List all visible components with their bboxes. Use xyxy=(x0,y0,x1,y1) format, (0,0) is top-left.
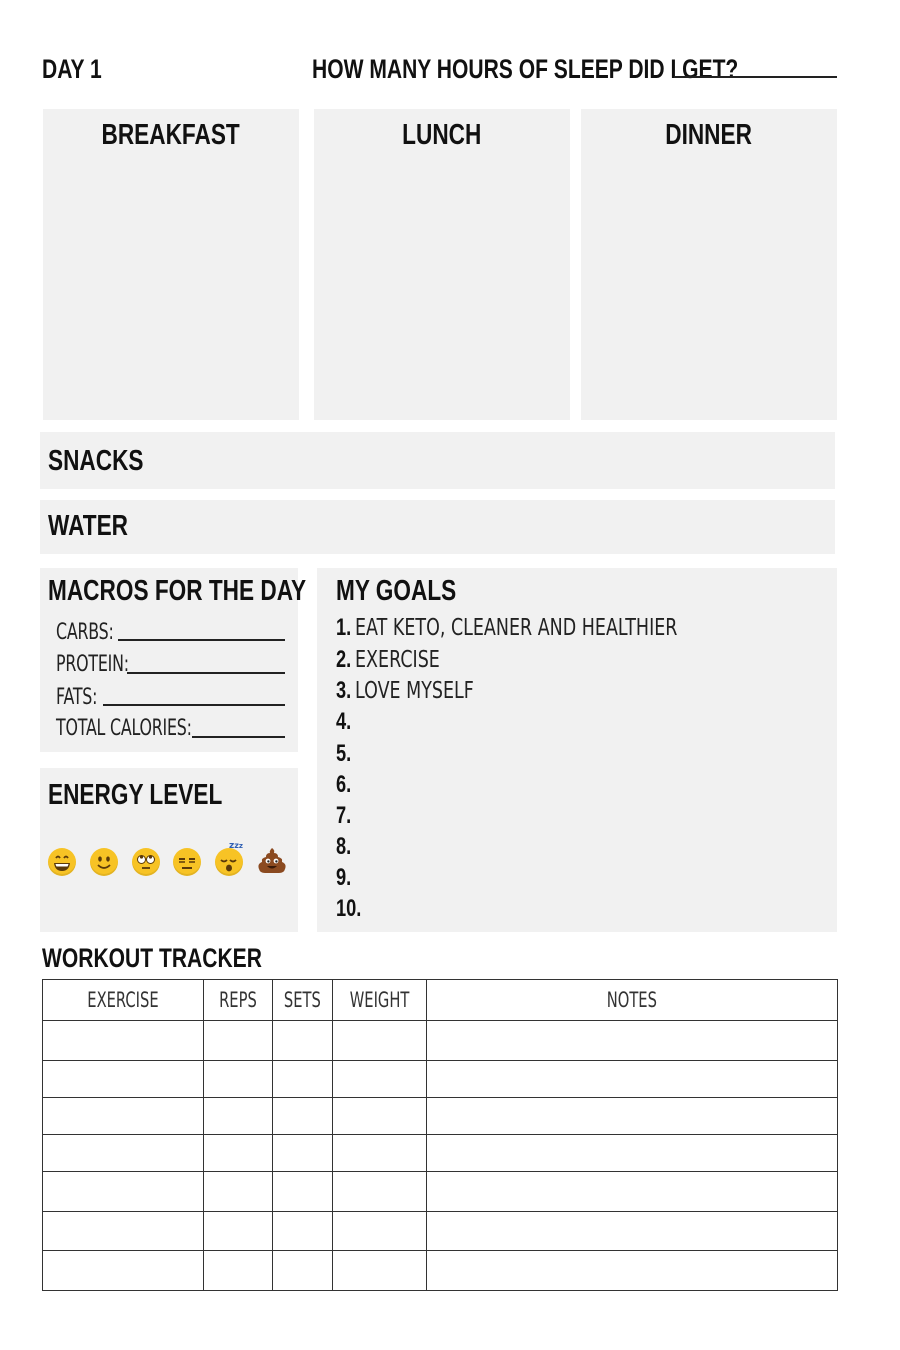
goal-number: 9. xyxy=(336,864,352,891)
col-exercise: EXERCISE xyxy=(43,980,204,1021)
goal-number: 5. xyxy=(336,740,352,767)
workout-table xyxy=(42,979,838,1291)
weight-cell[interactable] xyxy=(333,1251,427,1291)
eye-roll-face-icon[interactable] xyxy=(132,848,160,876)
col-sets: SETS xyxy=(273,980,333,1021)
sleep-answer-line[interactable] xyxy=(674,76,837,78)
sets-cell[interactable] xyxy=(273,1251,333,1291)
sets-cell[interactable] xyxy=(273,1135,333,1172)
goal-text: EAT KETO, CLEANER AND HEALTHIER xyxy=(355,615,678,641)
lunch-title: LUNCH xyxy=(402,119,482,151)
reps-cell[interactable] xyxy=(204,1098,273,1135)
goal-number: 10. xyxy=(336,895,362,922)
goal-item[interactable] xyxy=(336,708,361,736)
sleeping-face-icon[interactable] xyxy=(215,848,243,876)
notes-cell[interactable] xyxy=(427,1061,838,1098)
goal-item[interactable] xyxy=(336,614,785,642)
goal-text: EXERCISE xyxy=(355,647,440,673)
sets-cell[interactable] xyxy=(273,1021,333,1061)
water-title: WATER xyxy=(48,510,128,542)
table-row xyxy=(43,1251,838,1291)
dinner-title: DINNER xyxy=(665,119,753,151)
sets-cell[interactable] xyxy=(273,1172,333,1212)
energy-title: ENERGY LEVEL xyxy=(48,779,223,811)
fats-label: FATS: xyxy=(56,685,98,710)
notes-cell[interactable] xyxy=(427,1098,838,1135)
goal-item[interactable] xyxy=(336,802,361,830)
reps-cell[interactable] xyxy=(204,1135,273,1172)
reps-cell[interactable] xyxy=(204,1212,273,1251)
carbs-line[interactable] xyxy=(118,639,285,641)
goal-item[interactable] xyxy=(336,677,517,705)
weight-cell[interactable] xyxy=(333,1098,427,1135)
exercise-cell[interactable] xyxy=(43,1061,204,1098)
sets-cell[interactable] xyxy=(273,1212,333,1251)
macros-title: MACROS FOR THE DAY xyxy=(48,575,307,607)
goal-item[interactable] xyxy=(336,895,374,923)
table-row xyxy=(43,1061,838,1098)
sleep-question: HOW MANY HOURS OF SLEEP DID I GET? xyxy=(312,54,739,84)
smiling-face-icon[interactable] xyxy=(90,848,118,876)
workout-title: WORKOUT TRACKER xyxy=(42,943,262,973)
table-row xyxy=(43,1021,838,1061)
col-weight: WEIGHT xyxy=(333,980,427,1021)
zzz-icon: zzz xyxy=(229,841,243,851)
carbs-label: CARBS: xyxy=(56,620,114,645)
total-calories-line[interactable] xyxy=(192,736,285,738)
exercise-cell[interactable] xyxy=(43,1098,204,1135)
expressionless-face-icon[interactable] xyxy=(173,848,201,876)
weight-cell[interactable] xyxy=(333,1212,427,1251)
reps-cell[interactable] xyxy=(204,1172,273,1212)
exercise-cell[interactable] xyxy=(43,1172,204,1212)
protein-label: PROTEIN: xyxy=(56,652,129,677)
reps-cell[interactable] xyxy=(204,1251,273,1291)
breakfast-title: BREAKFAST xyxy=(101,119,241,151)
protein-line[interactable] xyxy=(127,672,285,674)
notes-cell[interactable] xyxy=(427,1251,838,1291)
day-label: DAY 1 xyxy=(42,54,102,84)
workout-header-row xyxy=(43,980,838,1021)
grinning-face-icon[interactable] xyxy=(48,848,76,876)
reps-cell[interactable] xyxy=(204,1061,273,1098)
snacks-box[interactable] xyxy=(40,432,835,489)
poop-icon[interactable] xyxy=(257,846,287,876)
sets-cell[interactable] xyxy=(273,1098,333,1135)
total-calories-label: TOTAL CALORIES: xyxy=(56,716,192,741)
notes-cell[interactable] xyxy=(427,1135,838,1172)
goal-item[interactable] xyxy=(336,646,473,674)
goal-number: 3. xyxy=(336,677,352,704)
weight-cell[interactable] xyxy=(333,1021,427,1061)
weight-cell[interactable] xyxy=(333,1061,427,1098)
reps-cell[interactable] xyxy=(204,1021,273,1061)
table-row xyxy=(43,1098,838,1135)
breakfast-box[interactable] xyxy=(43,109,299,420)
water-box[interactable] xyxy=(40,500,835,554)
goal-number: 6. xyxy=(336,771,352,798)
macros-box xyxy=(40,568,307,752)
weight-cell[interactable] xyxy=(333,1172,427,1212)
sets-cell[interactable] xyxy=(273,1061,333,1098)
col-notes: NOTES xyxy=(427,980,838,1021)
table-row xyxy=(43,1172,838,1212)
goal-item[interactable] xyxy=(336,771,361,799)
weight-cell[interactable] xyxy=(333,1135,427,1172)
notes-cell[interactable] xyxy=(427,1172,838,1212)
snacks-title: SNACKS xyxy=(48,445,144,477)
exercise-cell[interactable] xyxy=(43,1135,204,1172)
exercise-cell[interactable] xyxy=(43,1021,204,1061)
goal-number: 4. xyxy=(336,708,352,735)
goals-title: MY GOALS xyxy=(336,575,457,607)
notes-cell[interactable] xyxy=(427,1212,838,1251)
exercise-cell[interactable] xyxy=(43,1251,204,1291)
col-reps: REPS xyxy=(204,980,273,1021)
goal-number: 1. xyxy=(336,614,352,641)
exercise-cell[interactable] xyxy=(43,1212,204,1251)
dinner-box[interactable] xyxy=(581,109,837,420)
goal-item[interactable] xyxy=(336,864,361,892)
fats-line[interactable] xyxy=(103,704,285,706)
goal-item[interactable] xyxy=(336,740,361,768)
goal-item[interactable] xyxy=(336,833,361,861)
goal-number: 2. xyxy=(336,646,352,673)
table-row xyxy=(43,1135,838,1172)
lunch-box[interactable] xyxy=(314,109,570,420)
table-row xyxy=(43,1212,838,1251)
notes-cell[interactable] xyxy=(427,1021,838,1061)
goal-number: 7. xyxy=(336,802,352,829)
goal-number: 8. xyxy=(336,833,352,860)
goal-text: LOVE MYSELF xyxy=(355,678,474,704)
